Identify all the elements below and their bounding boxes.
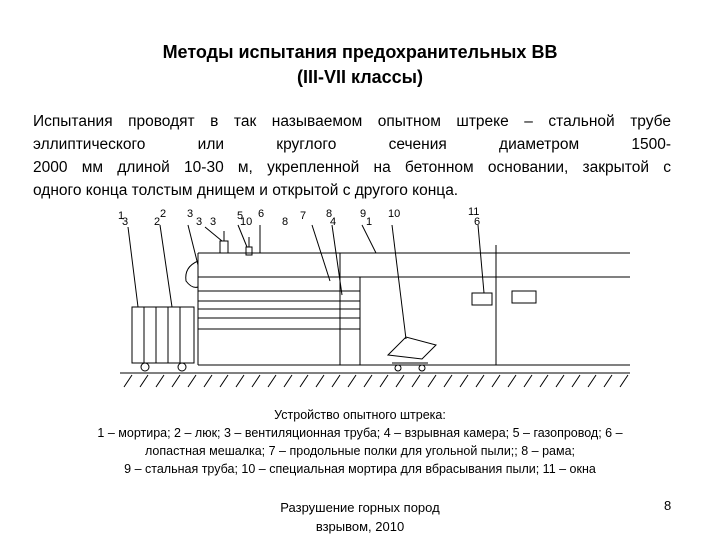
callout-sublabel: 3 xyxy=(122,216,129,228)
footer-line-2: взрывом, 2010 xyxy=(315,519,405,534)
caption-line-3: лопастная мешалка; 7 – продольные полки для угольной пыли;; 8 – рама; xyxy=(144,444,576,458)
callout-1: 1 xyxy=(118,210,125,222)
callout-sublabel: 4 xyxy=(330,216,337,228)
ventilation-pipe xyxy=(220,231,252,255)
steel-pipe xyxy=(186,253,630,365)
dust-mortar xyxy=(388,337,436,371)
paragraph-line-1: Испытания проводят в так называемом опытном штреке – стальной трубе xyxy=(33,113,671,130)
title-line-1: Методы испытания предохранительных ВВ xyxy=(162,42,558,62)
test-gallery-drawing xyxy=(110,205,640,405)
callout-10: 10 xyxy=(388,208,401,220)
callout-sublabel: 8 xyxy=(282,216,289,228)
callout-sublabel: 6 xyxy=(474,216,481,228)
slide-title xyxy=(0,40,720,90)
leader-lines xyxy=(128,225,484,339)
callout-7: 7 xyxy=(300,210,307,222)
callout-sublabel: 10 xyxy=(240,216,253,228)
ground-hatching xyxy=(124,375,628,387)
slide-footer xyxy=(240,498,480,536)
caption-line-2: 1 – мортира; 2 – люк; 3 – вентиляционная труба; 4 – взрывная камера; 5 – газопровод; 6 – xyxy=(97,426,623,440)
caption-line-4: 9 – стальная труба; 10 – специальная мортира для вбрасывания пыли; 11 – окна xyxy=(124,462,596,476)
description-paragraph xyxy=(33,110,671,202)
callout-sublabel: 2 xyxy=(154,216,161,228)
page-number: 8 xyxy=(664,498,672,513)
paragraph-line-2: эллиптического или круглого сечения диаметром 1500- xyxy=(33,136,671,153)
callout-6: 6 xyxy=(258,208,265,220)
mortar xyxy=(132,307,194,371)
callout-sublabel: 3 xyxy=(210,216,217,228)
callout-8: 8 xyxy=(326,208,333,220)
title-line-2: (III-VII классы) xyxy=(296,67,424,87)
callout-3: 3 xyxy=(187,208,194,220)
paragraph-line-3: 2000 мм длиной 10-30 м, укрепленной на бетонном основании, закрытой с xyxy=(33,159,671,176)
callout-numbers xyxy=(118,206,479,222)
drawing-svg xyxy=(110,205,640,405)
callout-sublabel: 1 xyxy=(366,216,373,228)
callout-9: 9 xyxy=(360,208,367,220)
callout-sublabel: 3 xyxy=(196,216,203,228)
callout-11: 11 xyxy=(468,206,480,218)
figure-caption xyxy=(40,406,680,478)
paragraph-line-4: одного конца толстым днищем и открытой с другого конца. xyxy=(33,182,459,199)
footer-line-1: Разрушение горных пород xyxy=(280,500,440,515)
callout-2: 2 xyxy=(160,208,167,220)
caption-line-1: Устройство опытного штрека: xyxy=(274,408,446,422)
callout-5: 5 xyxy=(237,210,244,222)
